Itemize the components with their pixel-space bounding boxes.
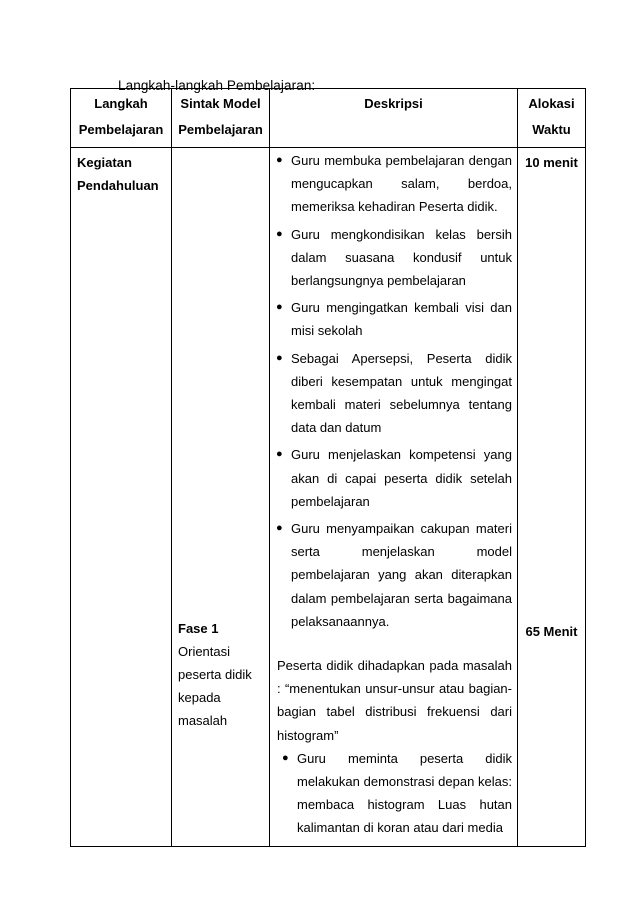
list-item: ● Guru membuka pembelajaran dengan mengucapkan salam, berdoa, memeriksa kehadiran Peserta didik. — [277, 149, 512, 219]
list-item: ● Sebagai Apersepsi, Peserta didik diberi kesempatan untuk mengingat kembali materi sebelumnya tentang data dan datum — [277, 347, 512, 440]
header-deskripsi: Deskripsi — [270, 89, 518, 148]
waktu-pendahuluan: 10 menit — [525, 155, 578, 170]
bullet-icon: ● — [276, 154, 283, 166]
bullet-icon: ● — [276, 351, 283, 364]
section-heading: Langkah-langkah Pembelajaran: — [118, 78, 316, 93]
list-item: ● Guru mengkondisikan kelas bersih dalam suasana kondusif untuk berlangsungnya pembelajaran — [277, 223, 512, 293]
fase-title: Fase 1 — [178, 621, 219, 636]
bullet-icon: ● — [276, 301, 283, 314]
bullet-icon: ● — [276, 448, 283, 461]
cell-langkah: Kegiatan Pendahuluan — [71, 148, 172, 847]
masalah-intro: Peserta didik dihadapkan pada masalah : “menentukan unsur-unsur atau bagian-bagian tabel distribusi frekuensi dari histogram” — [277, 658, 512, 743]
bullet-icon: ● — [282, 751, 289, 764]
list-item: ● Guru meminta peserta didik melakukan demonstrasi depan kelas: membaca histogram Luas hutan kalimantan di koran atau dari media — [283, 747, 512, 840]
list-item: ● Guru menyampaikan cakupan materi serta menjelaskan model pembelajaran yang akan diterapkan dalam pembelajaran serta bagaimana pelaksanaannya. — [277, 517, 512, 633]
orientasi-list — [277, 747, 512, 840]
table-row — [71, 148, 586, 847]
header-alokasi: Alokasi Waktu — [518, 89, 586, 148]
header-langkah: Langkah Pembelajaran — [71, 89, 172, 148]
header-sintak: Sintak Model Pembelajaran — [172, 89, 270, 148]
cell-sintak: Fase 1 Orientasi peserta didik kepada masalah — [172, 148, 270, 847]
bullet-icon: ● — [276, 227, 283, 240]
waktu-fase1: 65 Menit — [525, 624, 578, 639]
list-item: ● Guru mengingatkan kembali visi dan misi sekolah — [277, 296, 512, 342]
bullet-icon: ● — [276, 522, 283, 535]
pendahuluan-list — [277, 149, 512, 633]
cell-deskripsi — [270, 148, 518, 847]
cell-waktu — [518, 148, 586, 847]
list-item: ● Guru menjelaskan kompetensi yang akan di capai peserta didik setelah pembelajaran — [277, 443, 512, 513]
table-header-row — [71, 89, 586, 148]
learning-steps-table — [70, 88, 586, 847]
